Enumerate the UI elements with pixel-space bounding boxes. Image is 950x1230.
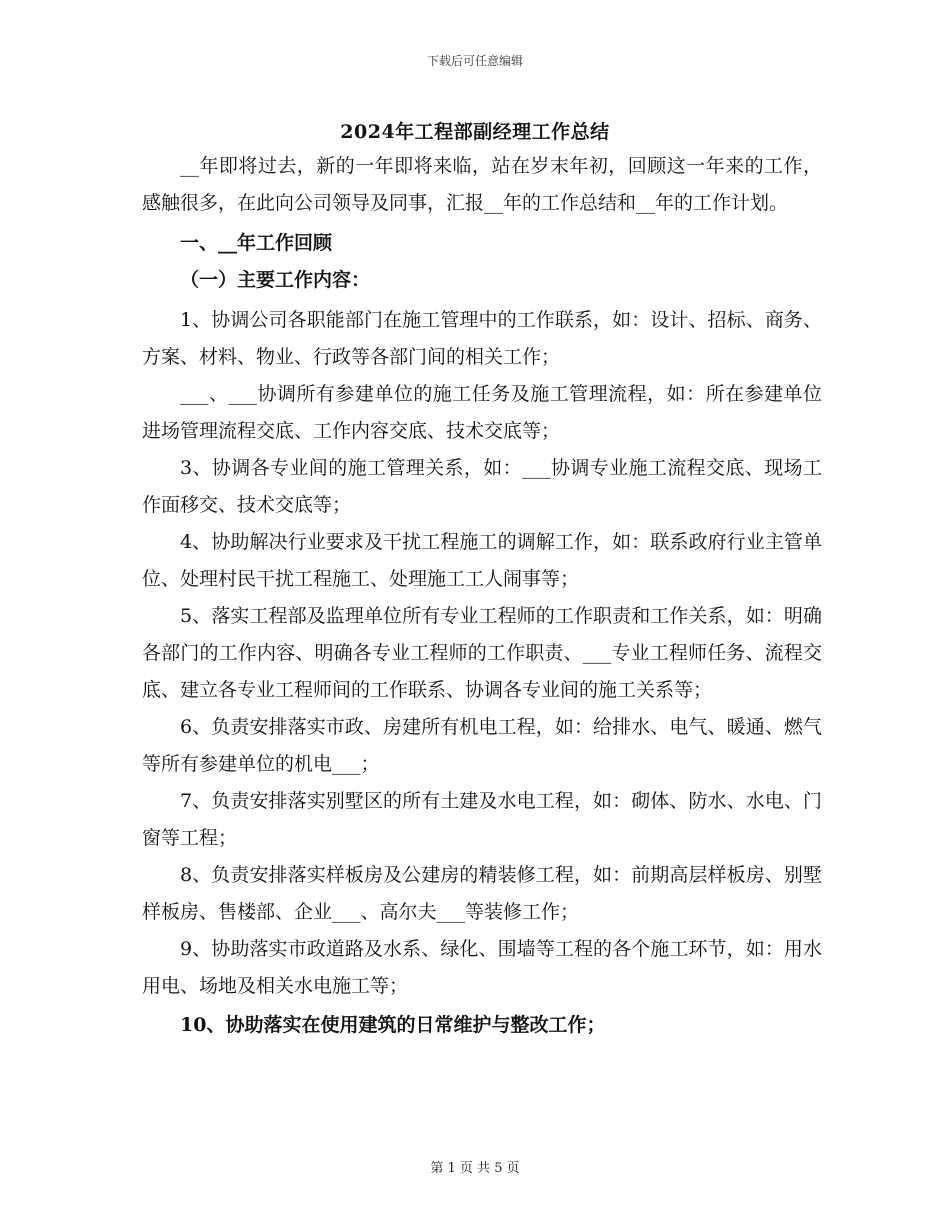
list-item: 8、负责安排落实样板房及公建房的精装修工程，如：前期高层样板房、别墅样板房、售楼部、企业___、高尔夫___等装修工作； <box>142 864 822 923</box>
document-body <box>142 148 822 1044</box>
document-title: 2024年工程部副经理工作总结 <box>340 121 610 143</box>
list-item: 4、协助解决行业要求及干扰工程施工的调解工作，如：联系政府行业主管单位、处理村民干扰工程施工、处理施工工人闹事等； <box>142 531 822 590</box>
intro-paragraph: __年即将过去，新的一年即将来临，站在岁末年初，回顾这一年来的工作，感触很多，在此向公司领导及同事，汇报__年的工作总结和__年的工作计划。 <box>142 155 822 214</box>
list-item-bold: 10、协助落实在使用建筑的日常维护与整改工作； <box>180 1014 606 1036</box>
header-note: 下载后可任意编辑 <box>426 54 523 68</box>
page-footer: 第 1 页 共 5 页 <box>430 1161 520 1176</box>
list-item: 7、负责安排落实别墅区的所有土建及水电工程，如：砌体、防水、水电、门窗等工程； <box>142 790 822 849</box>
list-item: 1、协调公司各职能部门在施工管理中的工作联系，如：设计、招标、商务、方案、材料、物业、行政等各部门间的相关工作； <box>142 309 822 368</box>
list-item: 3、协调各专业间的施工管理关系，如：___协调专业施工流程交底、现场工作面移交、技术交底等； <box>142 457 822 516</box>
section-heading: 一、__年工作回顾 <box>180 232 333 254</box>
list-item: 9、协助落实市政道路及水系、绿化、围墙等工程的各个施工环节，如：用水用电、场地及相关水电施工等； <box>142 938 822 997</box>
list-item: ___、___协调所有参建单位的施工任务及施工管理流程，如：所在参建单位进场管理流程交底、工作内容交底、技术交底等； <box>142 383 822 442</box>
subsection-heading: （一）主要工作内容： <box>180 269 371 291</box>
list-item: 6、负责安排落实市政、房建所有机电工程，如：给排水、电气、暖通、燃气等所有参建单位的机电___； <box>142 716 822 775</box>
list-item: 5、落实工程部及监理单位所有专业工程师的工作职责和工作关系，如：明确各部门的工作内容、明确各专业工程师的工作职责、___专业工程师任务、流程交底、建立各专业工程师间的工作联系、协调各专业间的施工关系等； <box>142 605 822 701</box>
